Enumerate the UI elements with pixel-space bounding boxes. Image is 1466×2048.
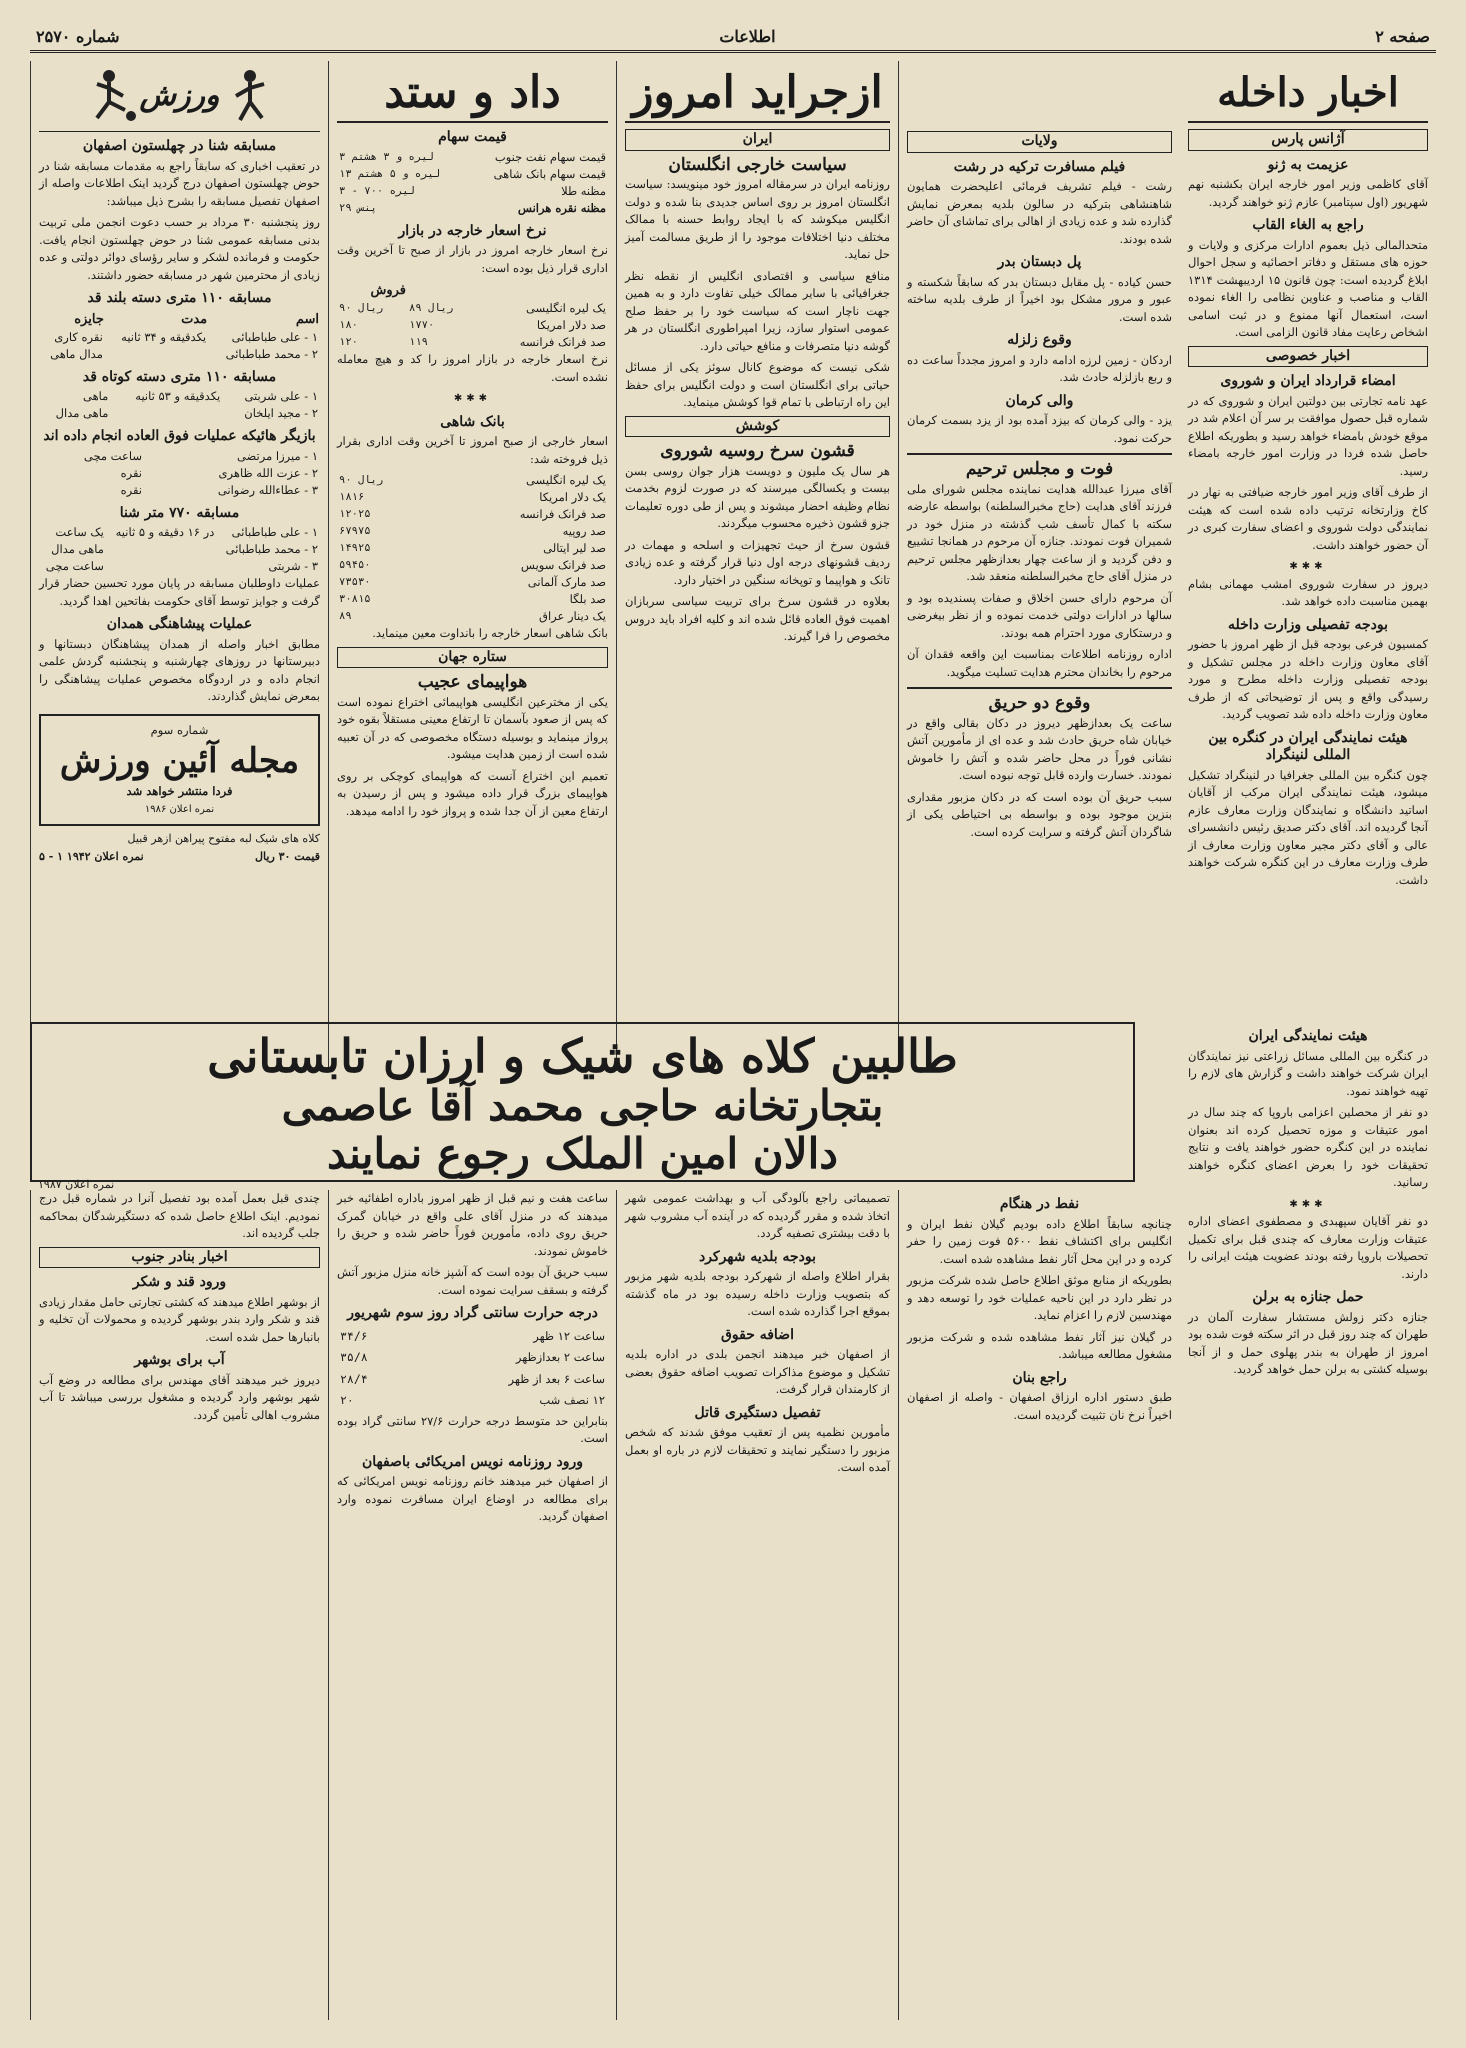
article-text: یکی از مخترعین انگلیسی هواپیمائی اختراع نموده است که پس از صعود بآسمان تا ارتفاع معینی مستقلاً بقوه خود پرواز مینماید و بوسیله دستگاه مخصوصی که در آن تعبیه شده است از زمین هدایت میشود. <box>337 694 608 761</box>
row-label: صد دلار امریکا <box>536 318 606 332</box>
agency-label: آژانس پارس <box>1188 129 1428 151</box>
table-row <box>337 166 608 183</box>
table-row <box>339 1327 606 1347</box>
row-value: یکدقیقه و ۵۳ ثانیه <box>135 389 221 403</box>
row-value: ۳۰۸۱۵ <box>339 593 371 605</box>
row-value: ۲۰ <box>340 1393 354 1407</box>
column-domestic-news <box>1180 61 1436 1071</box>
row-label: مظنه نقره هرانس <box>517 200 606 215</box>
article-heading: هیئت نمایندگی ایران <box>1248 1028 1368 1044</box>
row-label: مظنه طلا <box>561 183 606 198</box>
row-value <box>106 541 216 558</box>
divider <box>907 453 1172 455</box>
results-table <box>39 310 320 363</box>
article-text: در گیلان نیز آثار نفط مشاهده شده و شرکت مزبور مشغول مطالعه میباشد. <box>907 1329 1172 1361</box>
row-label: یک دلار امریکا <box>539 490 606 504</box>
article-heading: سیاست خارجی انگلستان <box>668 154 847 175</box>
row-value: ۱۱۹ <box>409 336 428 348</box>
athlete-figure-icon <box>220 66 280 126</box>
article-text: بانک شاهی اسعار خارجه را بانداوت معین مینماید. <box>372 626 608 640</box>
article-text: کمسیون فرعی بودجه قبل از ظهر امروز با حضور آقای معاون وزارت داخله در مجلس تشکیل و بودجه تفصیلی وزارت داخله مطرح و مورد رسیدگی واقع و پس از توضیحاتی که از طرف معاون وزارت داخله داده شد تصویب گردید. <box>1188 637 1428 721</box>
table-row <box>337 523 608 540</box>
article-heading: نفط در هنگام <box>999 1196 1080 1212</box>
row-label: ۱۲ نصف شب <box>539 1393 605 1407</box>
article-text: نرخ اسعار خارجه در بازار امروز را کد و هیچ معامله نشده است. <box>337 352 608 384</box>
article-heading: فیلم مسافرت ترکیه در رشت <box>953 158 1126 175</box>
article-text: اسعار خارجی از صبح امروز تا آخرین وقت اداری بقرار ذیل فروخته شد: <box>337 434 608 466</box>
article-heading: راجع به الغاء القاب <box>1252 217 1364 233</box>
row-label: ساعت ۱۲ ظهر <box>533 1328 605 1343</box>
row-value: ۵۹۴۵۰ <box>339 559 371 571</box>
article-heading: عزیمت به ژنو <box>1267 156 1349 173</box>
section-label: ستاره جهان <box>337 647 608 669</box>
article-text: آقای کاظمی وزیر امور خارجه ایران بکشنبه نهم شهریور (اول سپتامبر) عازم ژنو خواهند گردید. <box>1188 177 1428 209</box>
row-label: ۲ - محمد طباطبائی <box>225 346 318 361</box>
table-header-row <box>39 310 320 329</box>
article-heading: درجه حرارت سانتی گراد روز سوم شهریور <box>347 1305 598 1321</box>
row-value: ۱۴۹۲۵ <box>339 542 371 554</box>
article-text: حسن کیاده - پل مقابل دبستان بدر که سابقاً شکسته و عبور و مرور مشکل بود اخیراً از طرف بلدیه ساخته شده است. <box>907 274 1172 324</box>
column-header: اسم <box>295 311 319 327</box>
row-label: صد فرانک سویس <box>520 558 606 572</box>
column-trade <box>328 61 616 1071</box>
row-value: ۸۹ <box>339 610 352 622</box>
row-value <box>105 346 208 363</box>
article-text: آقای میرزا عبدالله هدایت نماینده مجلس شورای ملی فرزند آقای هدایت (حاج مخبرالسلطنه) بواسطه عارضه سکته با کمال تأسف شب گذشته در منزل خود در شمیران فوت نمودند. جنازه آن مرحوم در همانجا تشییع و دفن گردید و از ساعت چهار بعدازظهر مجلس ترحیم در منزل آقای حاج مخبرالسلطنه منعقد شد. <box>907 481 1172 583</box>
row-value: ۳ لیره و ۳ هشتم <box>339 150 434 163</box>
row-value: ۱۲۰۲۵ <box>339 508 371 520</box>
article-heading: والی کرمان <box>1005 392 1074 409</box>
article-heading: مسابقه ۷۷۰ متر شنا <box>119 504 240 521</box>
article-text: نرخ اسعار خارجه امروز در بازار از صبح تا آخرین وقت اداری قرار ذیل بوده است: <box>337 243 608 275</box>
row-value: نقره <box>120 482 142 497</box>
article-text: قشون سرخ از حیث تجهیزات و اسلحه و مهمات در ردیف قشونهای درجه اول دنیا قرار گرفته و عده زیادی تانک و هواپیما و توپخانه سنگین در اختیار دارد. <box>625 537 890 587</box>
row-label: صد لیر ایتالی <box>543 541 606 555</box>
lower-column-3 <box>616 1190 898 2020</box>
article-text: چون کنگره بین المللی جغرافیا در لنینگراد تشکیل میشود، هیئت نمایندگی ایران مرکب از آقایان اساتید دانشگاه و نمایندگان وزارت معارف عازم آنجا گردیده اند. آقای دکتر صدیق رئیس دانشسرای عالی و آقای دکتر مجیر معاون وزارت معارف از طرف وزارت معارف در این کنگره شرکت خواهند داشت. <box>1188 767 1428 887</box>
sports-title: ورزش <box>139 78 220 114</box>
table-row <box>337 489 608 506</box>
row-value: ۹۰ ریال <box>339 302 384 314</box>
article-text: سبب حریق آن بوده است که آشپز خانه منزل مزبور آتش گرفته و بسقف سرایت نموده است. <box>337 1265 608 1297</box>
row-label: ۳ - عطاءالله رضوانی <box>217 482 318 497</box>
article-heading: امضاء قرارداد ایران و شوروی <box>1220 373 1396 389</box>
table-row <box>337 557 608 574</box>
column-header: جایزه <box>74 311 104 327</box>
row-value: ۶۷۹۷۵ <box>339 525 371 537</box>
ad-note: کلاه های شیک لبه مفتوح پیراهن ازهر قبیل <box>127 832 320 845</box>
row-value: ۱۸۱۶ <box>339 491 365 503</box>
results-table <box>39 524 320 575</box>
article-text: در کنگره بین المللی مسائل زراعتی نیز نمایندگان ایران شرکت خواهند داشت و گزارش های لازم را تهیه خواهند نمود. <box>1188 1048 1428 1098</box>
article-heading: ورود قند و شکر <box>132 1274 227 1290</box>
ad-code: نمره اعلان ۱۹۴۲ ۱ - ۵ <box>39 849 144 863</box>
article-text: روزنامه ایران در سرمقاله امروز خود مینویسد: سیاست انگلستان امروز بر روی اساس جدیدی بنا شده و دولت انگلیس میکوشد که با ایجاد روابط حسنه با ممالک مختلف دنیا اختلافات موجود را از طریق مسالمت آمیز حل نماید. <box>625 177 890 261</box>
row-label: ۲ - مجید ایلخان <box>244 406 318 420</box>
column-press-review <box>616 61 898 1071</box>
football-player-icon <box>79 66 139 126</box>
table-row <box>39 388 320 405</box>
row-label: ۱ - علی طباطبائی <box>231 329 318 344</box>
row-value: ۷۳۵۳۰ <box>339 576 371 588</box>
ad-code: نمره اعلان ۱۹۸۶ <box>144 803 215 815</box>
article-text: اردکان - زمین لرزه ادامه دارد و امروز مجدداً ساعت ده و ربع بازلزله حادث شد. <box>907 352 1172 384</box>
article-text: آن مرحوم دارای حسن اخلاق و صفات پسندیده بود و سالها در ادارات دولتی خدمت نموده و از نظر بیغرضی و درستکاری مورد احترام همه بودند. <box>907 590 1172 640</box>
table-row <box>39 482 320 499</box>
article-text: اداره روزنامه اطلاعات بمناسبت این واقعه فقدان آن مرحوم را بخاندان محترم هدایت تسلیت میگوید. <box>907 647 1172 679</box>
table-row <box>339 1370 606 1390</box>
bank-rates-table <box>337 472 608 625</box>
article-heading: مسابقه شنا در چهلستون اصفهان <box>82 138 277 154</box>
article-heading: هیئت نمایندگی ایران در کنگره بین المللی لنینگراد <box>1208 729 1408 763</box>
column-sports <box>30 61 328 1071</box>
row-label: ۳ - شربتی <box>268 559 318 573</box>
article-text: عملیات داوطلبان مسابقه در پایان مورد تحسین حضار قرار گرفت و جوایز توسط آقای حکومت بفاتحین اهدا گردید. <box>39 576 320 608</box>
article-text: از اصفهان خبر میدهند انجمن بلدی در اداره بلدیه تشکیل و موضوع مذاکرات تصویب اضافه حقوق بعضی از کارمندان قرار گرفت. <box>625 1347 890 1396</box>
row-value: نقره کاری <box>54 329 103 344</box>
table-row <box>337 300 608 317</box>
table-row <box>337 591 608 608</box>
article-text: بقرار اطلاع واصله از شهرکرد بودجه بلدیه شهر مزبور که بتصویب وزارت داخله رسیده بود در ماه گذشته بموقع اجرا گذارده شده است. <box>625 1269 890 1318</box>
article-heading: بانک شاهی <box>440 413 505 430</box>
ad-line: طالبین کلاه های شیک و ارزان تابستانی <box>207 1029 958 1083</box>
row-value: مدال ماهی <box>50 346 103 361</box>
article-text: چنانچه سابقاً اطلاع داده بودیم گیلان نفط ایران و انگلیس برای اکتشاف نفط ۵۶۰۰ فوت زمین را حفر کرده و در این محل آثار نفط مشاهده شده است. <box>907 1216 1172 1266</box>
article-heading: اضافه حقوق <box>721 1326 794 1343</box>
row-value: ماهی مدال <box>55 406 109 420</box>
article-heading: پل دبستان بدر <box>997 254 1082 270</box>
lower-column-5 <box>30 1190 328 2020</box>
page-header <box>30 22 1436 53</box>
article-heading: تفصیل دستگیری قاتل <box>694 1404 821 1421</box>
table-row <box>39 524 320 541</box>
article-text: روز پنجشنبه ۳۰ مرداد بر حسب دعوت انجمن ملی تربیت بدنی مسابقه عمومی شنا در حوض چهلستون انجام یافت. حکومت و فرمانده لشکر و سایر رؤسای دوائر دولتی و عده زیادی از محترمین شهر در مسابقه حضور داشتند. <box>39 215 320 282</box>
article-text: دو نفر آقایان سپهبدی و مصطفوی اعضای اداره عتیقات وزارت معارف که چندی قبل برای تکمیل تحصیلات باروپا رفته بودند عضویت هیئت ایرانی را دارند. <box>1188 1214 1428 1281</box>
table-header-row <box>337 281 608 300</box>
table-row <box>39 405 320 422</box>
table-row <box>337 200 608 217</box>
row-value: ۱۲۰ <box>339 336 358 348</box>
article-heading: فوت و مجلس ترحیم <box>965 459 1114 479</box>
divider <box>907 687 1172 689</box>
row-value: نقره <box>120 465 142 480</box>
table-row <box>337 574 608 591</box>
row-label: ساعت ۶ بعد از ظهر <box>508 1371 605 1386</box>
article-text: جنازه دکتر زولش مستشار سفارت آلمان در طهران که چند روز قبل در اثر سکته فوت شده بود امروز از طهران به بندر پهلوی حمل و از آنجا بوسیله کشتی به برلن حمل خواهد گردید. <box>1188 1309 1428 1376</box>
magazine-title: مجله آئین ورزش <box>59 741 300 781</box>
row-label: ۲ - محمد طباطبائی <box>225 542 318 556</box>
column-header: مدت <box>181 311 208 327</box>
row-label: یک لیره انگلیسی <box>525 301 606 315</box>
row-value: ۳۵/۸ <box>340 1350 368 1364</box>
ad-price: قیمت ۳۰ ریال <box>255 849 320 863</box>
magazine-issue: شماره سوم <box>150 722 209 737</box>
section-label: اخبار بنادر جنوب <box>39 1247 320 1269</box>
ad-line: دالان امین الملک رجوع نمایند <box>327 1129 838 1178</box>
article-text: عهد نامه تجارتی بین دولتین ایران و شوروی که در شماره قبل حصول موافقت بر سر آن اعلام شد در موقع خودش بامضاء خواهد رسید و بطوریکه اطلاع حاصل شده فردا در وزارت امور خارجه بامضاء رسید. <box>1188 393 1428 478</box>
row-value: ۳ - ۷۰۰ لیره <box>339 184 415 197</box>
table-row <box>337 540 608 557</box>
article-text: تعمیم این اختراع آنست که هواپیمای کوچکی بر روی هواپیمای بزرگ قرار داده میشود و پس از رسیدن به ارتفاع معین از آن جدا شده و پرواز خود را ادامه میدهد. <box>337 768 608 818</box>
article-heading: ورود روزنامه نویس امریکائی باصفهان <box>361 1453 584 1470</box>
article-text: چندی قبل بعمل آمده بود تفصیل آنرا در شماره قبل درج نمودیم. اینک اطلاع حاصل شده که دستگیرشدگان بمحاکمه جلب گردیده اند. <box>39 1191 320 1240</box>
article-heading: مسابقه ۱۱۰ متری دسته بلند قد <box>87 290 272 306</box>
article-text: از اصفهان خبر میدهند خانم روزنامه نویس امریکائی که برای مطالعه در اوضاع ایران مسافرت نموده وارد اصفهان گردید. <box>337 1474 608 1523</box>
separator-stars: ✱✱✱ <box>1289 561 1327 572</box>
table-row <box>337 183 608 200</box>
separator-stars: ✱✱✱ <box>453 393 492 404</box>
row-value: ۲۸/۴ <box>340 1371 368 1386</box>
table-row <box>337 149 608 166</box>
row-value: ساعت مچی <box>45 559 104 573</box>
temperature-table <box>337 1325 608 1413</box>
article-heading: مسابقه ۱۱۰ متری دسته کوتاه قد <box>82 368 277 385</box>
separator-stars: ✱✱✱ <box>1289 1198 1327 1210</box>
results-table <box>39 388 320 422</box>
article-text: از طرف آقای وزیر امور خارجه ضیافتی به نهار در کاخ وزارتخانه ترتیب داده شده است که هیئت نمایندگی دولت شوروی و اعضای سفارت کبری در آن حضور خواهند داشت. <box>1188 485 1428 552</box>
exchange-rates-table <box>337 281 608 351</box>
row-value: ۹۰ ریال <box>339 474 384 486</box>
row-value: در ۱۶ دقیقه و ۵ ثانیه <box>115 525 215 539</box>
table-row <box>39 558 320 575</box>
article-text: شکی نیست که موضوع کانال سوئز یکی از مسائل حیاتی برای انگلستان است و دولت انگلیس برای حفظ این راه ارتباطی با تمام قوا کوشش مینماید. <box>625 360 890 409</box>
row-value: ماهی مدال <box>51 542 104 556</box>
stock-prices-table <box>337 149 608 217</box>
results-table <box>39 448 320 499</box>
article-text: دیروز خبر میدهند آقای مهندس برای مطالعه در وضع آب شهر بوشهر وارد گردیده و مشغول بررسی میباشد تا آب مشروب اهالی تأمین گردد. <box>39 1372 320 1422</box>
article-text: از بوشهر اطلاع میدهند که کشتی تجارتی حامل مقدار زیادی قند و شکر وارد بندر بوشهر گردیده و محمولات آن تخلیه و بانبارها حمل شده است. <box>39 1294 320 1344</box>
table-row <box>337 506 608 523</box>
table-row <box>337 472 608 489</box>
article-text: بطوریکه از منابع موثق اطلاع حاصل شده شرکت مزبور در نظر دارد در این ناحیه عملیات خود را توسعه دهد و مهندسین لازم را اعزام نماید. <box>907 1273 1172 1322</box>
magazine-subtitle: فردا منتشر خواهد شد <box>126 784 233 798</box>
article-heading: بودجه تفصیلی وزارت داخله <box>1227 616 1389 633</box>
article-text: رشت - فیلم تشریف فرمائی اعلیحضرت همایون شاهنشاهی بترکیه در سالون بلدیه بمعرض نمایش گذارده شد و عده زیادی از اهالی برای تماشای آن حاضر شده بودند. <box>907 179 1172 246</box>
upper-columns <box>30 61 1436 1061</box>
table-row <box>337 334 608 351</box>
row-label: ساعت ۲ بعدازظهر <box>515 1350 605 1364</box>
table-row <box>339 1348 606 1368</box>
article-heading: راجع بنان <box>1012 1369 1067 1386</box>
ad-line: بتجارتخانه حاجی محمد آقا عاصمی <box>281 1081 884 1130</box>
section-label: اخبار خصوصی <box>1188 346 1428 368</box>
column-header: فروش <box>370 283 407 298</box>
article-text: بنابراین حد متوسط درجه حرارت ۲۷/۶ سانتی گراد بوده است. <box>337 1413 608 1445</box>
row-value <box>110 405 222 422</box>
table-row <box>39 465 320 482</box>
row-value: ۳۴/۶ <box>340 1328 368 1343</box>
article-text: هر سال یک ملیون و دویست هزار جوان روسی بسن بیست و یکسالگی میرسند که در صورت لزوم بخدمت نظام وظیفه احضار میشوند و پس از طی دوره تعلیمات جزو قشون ذخیره محسوب میگردند. <box>625 463 890 530</box>
article-heading: آب برای بوشهر <box>134 1352 225 1368</box>
row-label: صد روپیه <box>562 524 606 538</box>
row-label: صد فرانک فرانسه <box>519 335 606 349</box>
article-text: طبق دستور اداره ارزاق اصفهان - واصله از اصفهان اخیراً نرخ نان تثبیت گردیده است. <box>907 1390 1172 1422</box>
article-text: در تعقیب اخباری که سابقاً راجع به مقدمات مسابقه شنا در حوض چهلستون اصفهان درج گردید اینک اطلاعات واصله از اصفهان تفصیل مسابقه را بشرح ذیل میباشد: <box>39 158 320 208</box>
section-label: ایران <box>625 129 890 151</box>
row-value: ماهی <box>83 389 109 403</box>
table-row <box>337 608 608 625</box>
article-heading: وقوع دو حریق <box>988 693 1091 713</box>
article-heading: قشون سرخ روسیه شوروی <box>660 441 855 461</box>
row-label: ۲ - عزت الله ظاهری <box>218 465 318 480</box>
row-value: یک ساعت <box>55 525 104 539</box>
article-text: دو نفر از محصلین اعزامی باروپا که چند سال در امور عتیقات و موزه تحصیل کرده اند بعنوان نماینده در این کنگره حضور خواهند یافت و نتایج تحقیقات خود را بعرض اعضای کنگره خواهند رسانید. <box>1188 1105 1428 1189</box>
row-label: ۱ - علی شربتی <box>244 389 318 403</box>
row-value: یکدقیقه و ۳۴ ثانیه <box>121 329 207 344</box>
hat-advertisement <box>30 1022 1135 1191</box>
article-text: ساعت هفت و نیم قبل از ظهر امروز باداره اطفائیه خبر میدهند که در منزل آقای علی واقع در خیابان گمرک حریق روی داده، مأمورین فوراً حاضر شده و حریق را خاموش نمودند. <box>337 1191 608 1258</box>
page-number: صفحه ۲ <box>1375 26 1430 46</box>
row-label: صد فرانک فرانسه <box>519 507 606 521</box>
article-heading: هواپیمای عجیب <box>417 672 528 692</box>
article-text: تصمیماتی راجع بآلودگی آب و بهداشت عمومی شهر اتخاذ شده و مقرر گردیده که در آینده آب مشروب شهر با دقت بیشتری تصفیه گردد. <box>625 1191 890 1240</box>
row-value: ۸۹ ریال <box>409 302 454 314</box>
column-provinces <box>898 61 1180 1071</box>
table-row <box>39 448 320 465</box>
row-label: قیمت سهام نفت جنوب <box>494 149 606 164</box>
row-label: ۱ - میرزا مرتضی <box>236 448 318 463</box>
article-text: بعلاوه در قشون سرخ برای تربیت سیاسی سربازان اهمیت فوق العاده قائل شده اند و کلیه افراد باید دروس مخصوص را فرا گیرند. <box>625 594 890 643</box>
press-review-masthead: ازجراید امروز <box>625 65 890 123</box>
row-value: ۱۳ لیره و ۵ هشتم <box>339 167 441 180</box>
article-text: مطابق اخبار واصله از همدان پیشاهنگان دبستانها و دبیرستانها در روزهای چهارشنبه و پنجشنبه گردش علمی انجام داده و در اردوگاه مخصوص عملیات پیشاهنگی را بمعرض نمایش گذاردند. <box>39 636 320 703</box>
row-label: یک لیره انگلیسی <box>525 473 606 487</box>
article-text: دیروز در سفارت شوروی امشب مهمانی بشام بهمین مناسبت داده خواهد شد. <box>1188 576 1428 608</box>
row-value: ساعت مچی <box>83 448 142 463</box>
article-heading: بازیگر هائیکه عملیات فوق العاده انجام داده اند <box>43 428 316 444</box>
article-heading: حمل جنازه به برلن <box>1252 1289 1364 1305</box>
ad-code: نمره اعلان ۱۹۸۷ <box>38 1178 115 1191</box>
section-label: ولایات <box>907 131 1172 153</box>
issue-number: شماره ۲۵۷۰ <box>36 26 120 46</box>
row-label: صد بلگا <box>569 592 606 606</box>
sports-masthead <box>39 61 320 132</box>
table-row <box>337 317 608 334</box>
table-row <box>339 1391 606 1411</box>
article-text: سبب حریق آن بوده است که در دکان مزبور مقداری بنزین موجود بوده و بواسطه بی احتیاطی یکی از شاگردان آتش گرفته و سرایت کرده است. <box>907 789 1172 839</box>
article-text: منافع سیاسی و اقتصادی انگلیس از نقطه نظر جغرافیائی با سایر ممالک خیلی تفاوت دارد و به همین جهت ناچار است که سیاست خود را بر حفظ صلح عمومی استوار سازد، زیرا امپراطوری انگلستان در هر گوشه دنیا متصرفات و منافع حیاتی دارد. <box>625 268 890 353</box>
paper-name: اطلاعات <box>719 26 776 46</box>
article-text: متحدالمالی ذیل بعموم ادارات مرکزی و ولایات و حوزه های مستقل و دفاتر احصائیه و سجل احوال ابلاغ گردیده است: چون قانون ۱۵ اردیبهشت ۱۳۱۴ القاب و مناصب و عناوین نظامی را الغاء نموده است، استعمال آنها ممنوع و در ثبت اسامی اشخاص رعایت مفاد قانون الزامی است. <box>1188 237 1428 339</box>
row-value: ۲۹ پنس <box>339 201 377 214</box>
section-label: کوشش <box>625 416 890 438</box>
row-label: صد مارک آلمانی <box>527 575 606 589</box>
row-label: یک دینار عراق <box>539 609 606 623</box>
row-label: ۱ - علی طباطبائی <box>231 525 318 539</box>
row-value: ۱۷۷۰ <box>409 319 435 331</box>
article-text: یزد - والی کرمان که بیزد آمده بود از یزد بسمت کرمان حرکت نمود. <box>907 413 1172 445</box>
row-value: ۱۸۰ <box>339 319 358 331</box>
lower-column-1 <box>1180 1022 1436 2020</box>
article-text: ساعت یک بعدازظهر دیروز در دکان بقالی واقع در خیابان شاه حریق حادث شد و عده ای از مأمورین آتش نشانی فوراً در محل حاضر شده و آتش را خاموش نمودند. خسارت وارده قابل توجه نبوده است. <box>907 715 1172 782</box>
magazine-ad <box>39 714 320 827</box>
lower-column-4 <box>328 1190 616 2020</box>
article-heading: عملیات پیشاهنگی همدان <box>106 616 253 632</box>
article-heading: نرخ اسعار خارجه در بازار <box>398 222 547 239</box>
table-row <box>39 329 320 346</box>
article-text: مأمورین نظمیه پس از تعقیب موفق شدند که شخص مزبور را دستگیر نمایند و تحقیقات لازم در باره او بعمل آمده است. <box>625 1425 890 1474</box>
lower-column-2 <box>898 1190 1180 2020</box>
article-heading: وقوع زلزله <box>1007 332 1072 348</box>
row-value <box>106 558 216 575</box>
row-label: قیمت سهام بانک شاهی <box>493 166 606 181</box>
article-heading: قیمت سهام <box>438 129 507 145</box>
domestic-news-masthead: اخبار داخله <box>1188 65 1428 123</box>
article-heading: بودجه بلدیه شهرکرد <box>698 1248 817 1265</box>
trade-masthead: داد و ستد <box>337 65 608 123</box>
table-row <box>39 541 320 558</box>
table-row <box>39 346 320 363</box>
